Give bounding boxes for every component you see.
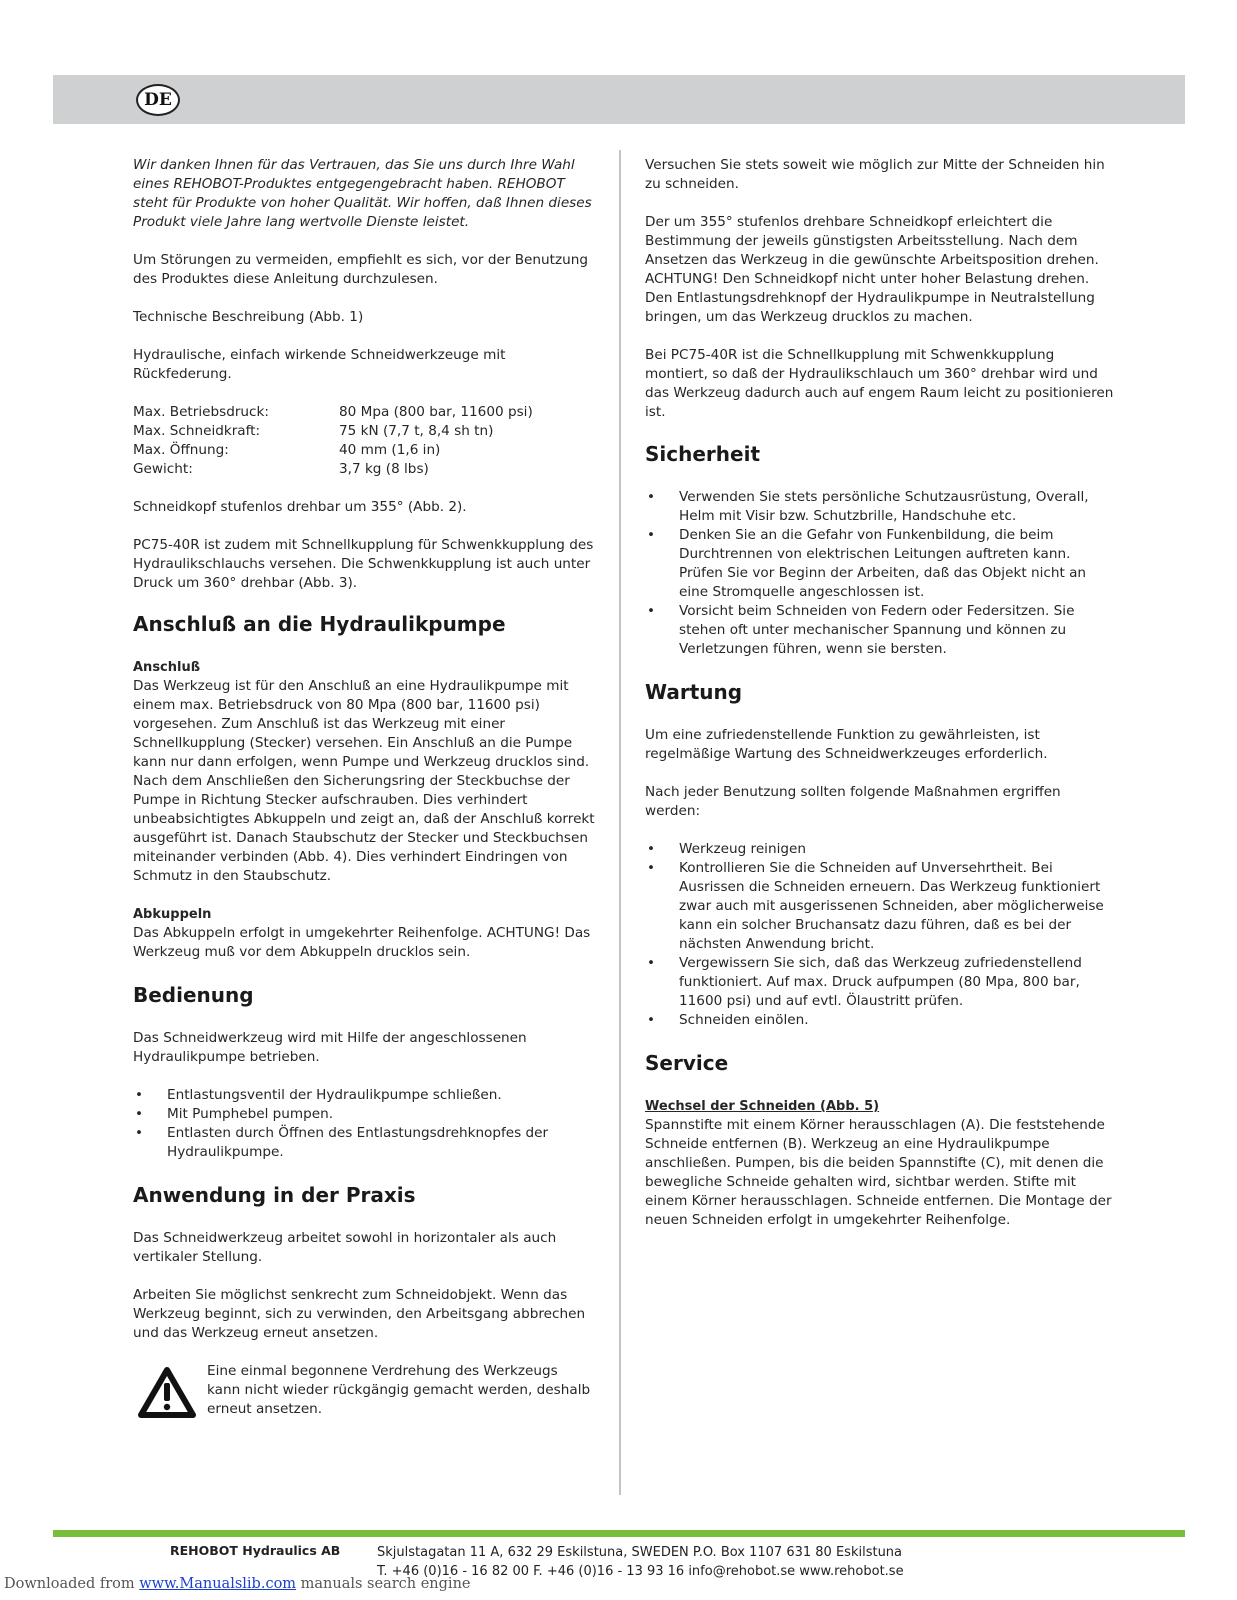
- wartung-list: [645, 840, 1115, 1030]
- footer-contact: T. +46 (0)16 - 16 82 00 F. +46 (0)16 - 13 93 16 info@rehobot.se www.rehobot.se: [377, 1564, 904, 1579]
- paragraph: Nach jeder Benutzung sollten folgende Maßnahmen ergriffen werden:: [645, 784, 1061, 819]
- warning-triangle-icon: [137, 1366, 197, 1420]
- section-heading-bedienung: Bedienung: [133, 983, 254, 1007]
- list-item: • Vorsicht beim Schneiden von Federn oder Federsitzen. Sie stehen oft unter mechanischer Spannung und können zu Verletzungen führen, wenn sie bersten.: [645, 602, 1115, 659]
- bedienung-list: [133, 1086, 595, 1162]
- section-heading-sicherheit: Sicherheit: [645, 442, 760, 466]
- watermark-suffix: manuals search engine: [296, 1576, 471, 1592]
- paragraph: Das Schneidwerkzeug wird mit Hilfe der angeschlossenen Hydraulikpumpe betrieben.: [133, 1030, 527, 1065]
- spec-row: [133, 403, 595, 422]
- left-column: [133, 156, 595, 1420]
- abkuppeln-paragraph: Das Abkuppeln erfolgt in umgekehrter Reihenfolge. ACHTUNG! Das Werkzeug muß vor dem Abkuppeln drucklos sein.: [133, 925, 591, 960]
- watermark-prefix: Downloaded from: [4, 1576, 140, 1592]
- paragraph: Um Störungen zu vermeiden, empfiehlt es sich, vor der Benutzung des Produktes diese Anleitung durchzulesen.: [133, 252, 588, 287]
- list-item: • Verwenden Sie stets persönliche Schutzausrüstung, Overall, Helm mit Visir bzw. Schutzbrille, Handschuhe etc.: [645, 488, 1115, 526]
- paragraph: Das Schneidwerkzeug arbeitet sowohl in horizontaler als auch vertikaler Stellung.: [133, 1230, 557, 1265]
- list-item: • Werkzeug reinigen: [645, 840, 1115, 859]
- section-heading-anwendung: Anwendung in der Praxis: [133, 1183, 416, 1207]
- column-divider: [619, 150, 621, 1495]
- list-item: • Schneiden einölen.: [645, 1011, 1115, 1030]
- footer-bar: [53, 1530, 1185, 1537]
- list-item: • Mit Pumphebel pumpen.: [133, 1105, 595, 1124]
- spec-row: [133, 460, 595, 479]
- list-item: • Kontrollieren Sie die Schneiden auf Unversehrtheit. Bei Ausrissen die Schneiden erneuern. Das Werkzeug funktioniert zwar auch mit ausgerissenen Schneiden, aber möglicherweise kann ein solcher Bruchansatz dazu führen, daß es bei der nächsten Anwendung bricht.: [645, 859, 1115, 954]
- paragraph: Versuchen Sie stets soweit wie möglich zur Mitte der Schneiden hin zu schneiden.: [645, 157, 1105, 192]
- paragraph: Technische Beschreibung (Abb. 1): [133, 309, 364, 325]
- footer-company: REHOBOT Hydraulics AB: [170, 1543, 341, 1558]
- sicherheit-list: [645, 488, 1115, 659]
- language-badge: DE: [136, 84, 180, 116]
- right-column: [645, 156, 1115, 1249]
- list-item: • Entlastungsventil der Hydraulikpumpe schließen.: [133, 1086, 595, 1105]
- paragraph: PC75-40R ist zudem mit Schnellkupplung für Schwenkkupplung des Hydraulikschlauchs versehen. Die Schwenkkupplung ist auch unter Druck um 360° drehbar (Abb. 3).: [133, 537, 594, 591]
- list-item: • Entlasten durch Öffnen des Entlastungsdrehknopfes der Hydraulikpumpe.: [133, 1124, 595, 1162]
- spec-label: Gewicht:: [133, 461, 193, 477]
- section-heading-service: Service: [645, 1051, 729, 1075]
- paragraph: Um eine zufriedenstellende Funktion zu gewährleisten, ist regelmäßige Wartung des Schneidwerkzeuges erforderlich.: [645, 727, 1048, 762]
- subheading-anschluss: Anschluß: [133, 660, 201, 675]
- spec-value: 75 kN (7,7 t, 8,4 sh tn): [339, 423, 494, 439]
- list-item: • Vergewissern Sie sich, daß das Werkzeug zufriedenstellend funktioniert. Auf max. Druck aufpumpen (80 Mpa, 800 bar, 11600 psi) und auf evtl. Ölaustritt prüfen.: [645, 954, 1115, 1011]
- spec-label: Max. Öffnung:: [133, 442, 229, 458]
- anschluss-paragraph: Das Werkzeug ist für den Anschluß an eine Hydraulikpumpe mit einem max. Betriebsdruck von 80 Mpa (800 bar, 11600 psi) vorgesehen. Zum Anschluß ist das Werkzeug mit einer Schnellkupplung (Stecker) versehen. Ein Anschluß an die Pumpe kann nur dann erfolgen, wenn Pumpe und Werkzeug drucklos sind. Nach dem Anschließen den Sicherungsring der Steckbuchse der Pumpe in Richtung Stecker aufschrauben. Dies verhindert unbeabsichtigtes Abkuppeln und zeigt an, daß der Anschluß korrekt ausgeführt ist. Danach Staubschutz der Stecker und Steckbuchsen miteinander verbinden (Abb. 4). Dies verhindert Eindringen von Schmutz in den Staubschutz.: [133, 678, 595, 884]
- spec-value: 40 mm (1,6 in): [339, 442, 441, 458]
- warning-box: [133, 1362, 595, 1420]
- spec-value: 3,7 kg (8 lbs): [339, 461, 429, 477]
- paragraph: Arbeiten Sie möglichst senkrecht zum Schneidobjekt. Wenn das Werkzeug beginnt, sich zu verwinden, den Arbeitsgang abbrechen und das Werkzeug erneut ansetzen.: [133, 1287, 586, 1341]
- manualslib-link[interactable]: www.Manualslib.com: [139, 1576, 297, 1592]
- spec-table: [133, 403, 595, 479]
- paragraph: Bei PC75-40R ist die Schnellkupplung mit Schwenkkupplung montiert, so daß der Hydraulikschlauch um 360° drehbar wird und das Werkzeug dadurch auch auf engem Raum leicht zu positionieren ist.: [645, 347, 1114, 420]
- warning-text: Eine einmal begonnene Verdrehung des Werkzeugs kann nicht wieder rückgängig gemacht werden, deshalb erneut ansetzen.: [207, 1363, 591, 1417]
- subheading-wechsel: Wechsel der Schneiden (Abb. 5): [645, 1099, 880, 1114]
- service-paragraph: Spannstifte mit einem Körner herausschlagen (A). Die feststehende Schneide entfernen (B). Werkzeug an eine Hydraulikpumpe anschließen. Pumpen, bis die beiden Spannstifte (C), mit denen die bewegliche Schneide gehalten wird, sichtbar werden. Stifte mit einem Körner herausschlagen. Schneide entfernen. Die Montage der neuen Schneiden erfolgt in umgekehrter Reihenfolge.: [645, 1117, 1112, 1228]
- spec-row: [133, 422, 595, 441]
- paragraph: Schneidkopf stufenlos drehbar um 355° (Abb. 2).: [133, 499, 467, 515]
- list-item: • Denken Sie an die Gefahr von Funkenbildung, die beim Durchtrennen von elektrischen Leitungen auftreten kann.: [645, 526, 1115, 564]
- footer-address: Skjulstagatan 11 A, 632 29 Eskilstuna, SWEDEN P.O. Box 1107 631 80 Eskilstuna: [377, 1545, 903, 1560]
- spec-value: 80 Mpa (800 bar, 11600 psi): [339, 404, 533, 420]
- list-item-continuation: Prüfen Sie vor Beginn der Arbeiten, daß das Objekt nicht an eine Stromquelle angeschlossen ist.: [679, 565, 1087, 600]
- section-heading-anschluss: Anschluß an die Hydraulikpumpe: [133, 612, 506, 636]
- paragraph: Hydraulische, einfach wirkende Schneidwerkzeuge mit Rückfederung.: [133, 347, 506, 382]
- header-bar: [53, 75, 1185, 124]
- spec-label: Max. Betriebsdruck:: [133, 404, 269, 420]
- spec-row: [133, 441, 595, 460]
- spec-label: Max. Schneidkraft:: [133, 423, 261, 439]
- download-watermark: [4, 1576, 471, 1592]
- subheading-abkuppeln: Abkuppeln: [133, 907, 212, 922]
- paragraph: Der um 355° stufenlos drehbare Schneidkopf erleichtert die Bestimmung der jeweils günstigsten Arbeitsstellung. Nach dem Ansetzen das Werkzeug in die gewünschte Arbeitsposition drehen. ACHTUNG! Den Schneidkopf nicht unter hoher Belastung drehen. Den Entlastungsdrehknopf der Hydraulikpumpe in Neutralstellung bringen, um das Werkzeug drucklos zu machen.: [645, 214, 1099, 325]
- intro-paragraph: Wir danken Ihnen für das Vertrauen, das Sie uns durch Ihre Wahl eines REHOBOT-Produktes entgegengebracht haben. REHOBOT steht für Produkte von hoher Qualität. Wir hoffen, daß Ihnen dieses Produkt viele Jahre lang wertvolle Dienste leistet.: [133, 157, 592, 230]
- section-heading-wartung: Wartung: [645, 680, 743, 704]
